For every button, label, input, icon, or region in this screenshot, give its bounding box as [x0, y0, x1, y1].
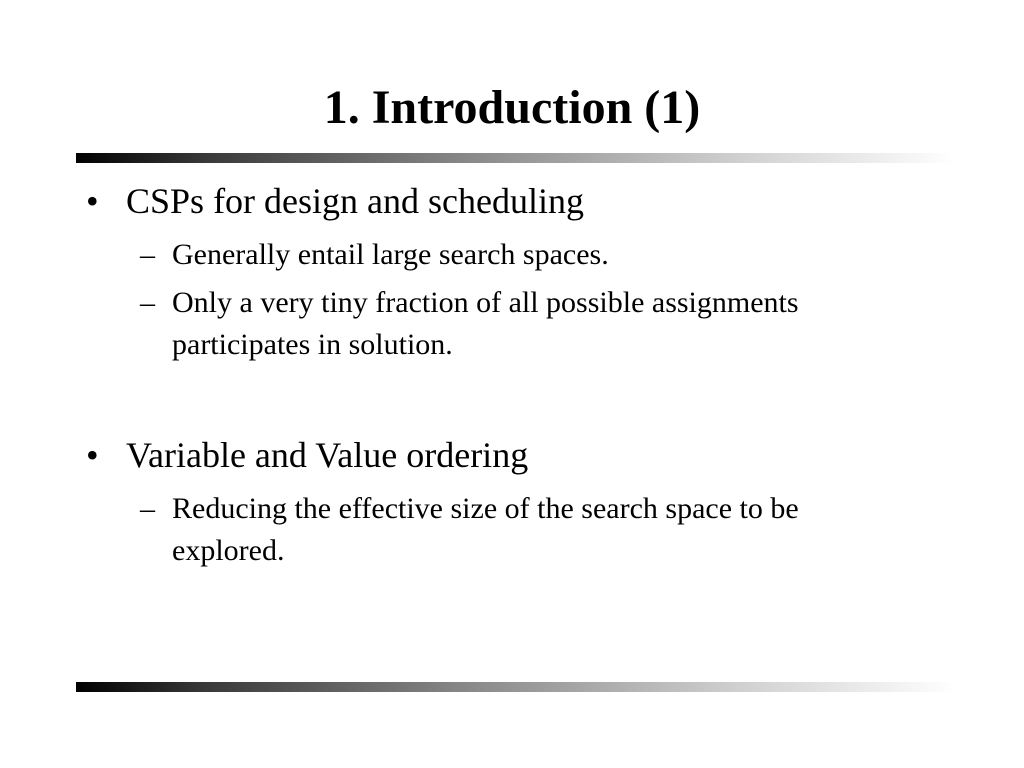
- bullet-marker: •: [86, 181, 99, 221]
- sub-marker: –: [140, 238, 155, 271]
- sub-item-2-1: [140, 488, 900, 572]
- sub-text: Reducing the effective size of the search space to be explored.: [172, 492, 799, 567]
- bottom-divider-rule: [76, 682, 956, 692]
- bullet-item-1: [86, 180, 906, 222]
- sub-text: Generally entail large search spaces.: [172, 238, 609, 271]
- bullet-text: CSPs for design and scheduling: [126, 181, 584, 221]
- sub-marker: –: [140, 286, 155, 319]
- sub-item-1-1: [140, 234, 900, 276]
- sub-text: Only a very tiny fraction of all possible assignments participates in solution.: [172, 286, 799, 361]
- sub-item-1-2: [140, 282, 900, 366]
- top-divider-rule: [76, 153, 956, 163]
- bullet-item-2: [86, 434, 906, 476]
- bullet-marker: •: [86, 435, 99, 475]
- sub-marker: –: [140, 492, 155, 525]
- bullet-text: Variable and Value ordering: [126, 435, 529, 475]
- slide-title: 1. Introduction (1): [323, 81, 701, 134]
